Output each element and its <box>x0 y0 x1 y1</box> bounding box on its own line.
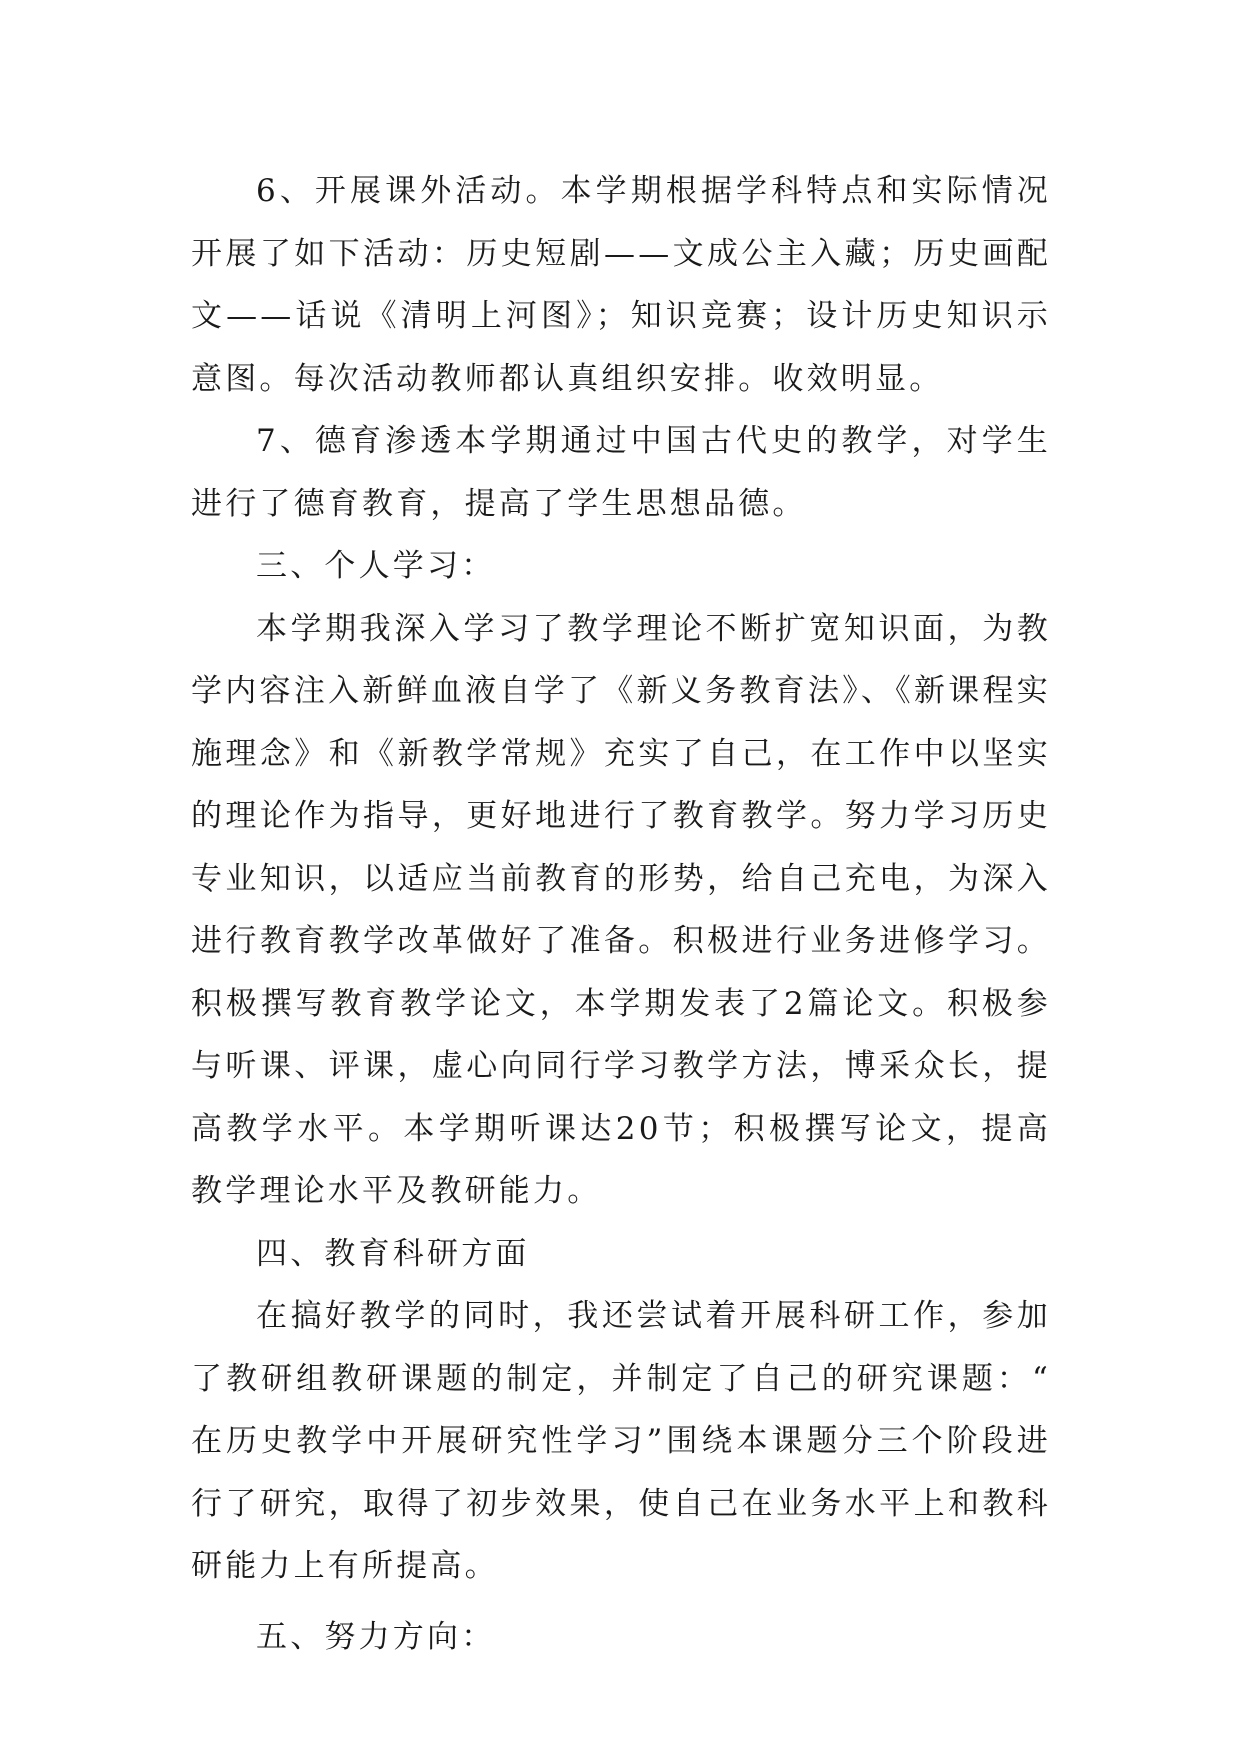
section-heading-future-direction: 五、努力方向： <box>256 1618 496 1655</box>
section-heading-research: 四、教育科研方面 <box>256 1235 530 1272</box>
paragraph-extracurricular-activities: 6、开展课外活动。本学期根据学科特点和实际情况开展了如下活动：历史短剧——文成公主入藏；历史画配文——话说《清明上河图》；知识竞赛；设计历史知识示意图。每次活动教师都认真组织安排。收效明显。 <box>191 173 1051 397</box>
paragraph-research: 在搞好教学的同时，我还尝试着开展科研工作，参加了教研组教研课题的制定，并制定了自己的研究课题：“在历史教学中开展研究性学习”围绕本课题分三个阶段进行了研究，取得了初步效果，使自己在业务水平上和教科研能力上有所提高。 <box>191 1298 1051 1584</box>
document-body <box>191 160 1051 1668</box>
paragraph-personal-study: 本学期我深入学习了教学理论不断扩宽知识面，为教学内容注入新鲜血液自学了《新义务教育法》、《新课程实施理念》和《新教学常规》充实了自己，在工作中以坚实的理论作为指导，更好地进行了教育教学。努力学习历史专业知识，以适应当前教育的形势，给自己充电，为深入进行教育教学改革做好了准备。积极进行业务进修学习。积极撰写教育教学论文，本学期发表了2篇论文。积极参与听课、评课，虚心向同行学习教学方法，博采众长，提高教学水平。本学期听课达20节；积极撰写论文，提高教学理论水平及教研能力。 <box>191 610 1051 1209</box>
section-heading-personal-study: 三、个人学习： <box>256 548 496 584</box>
paragraph-moral-education: 7、德育渗透本学期通过中国古代史的教学，对学生进行了德育教育，提高了学生思想品德。 <box>191 423 1051 522</box>
paragraph-spacer <box>191 1598 1051 1606</box>
